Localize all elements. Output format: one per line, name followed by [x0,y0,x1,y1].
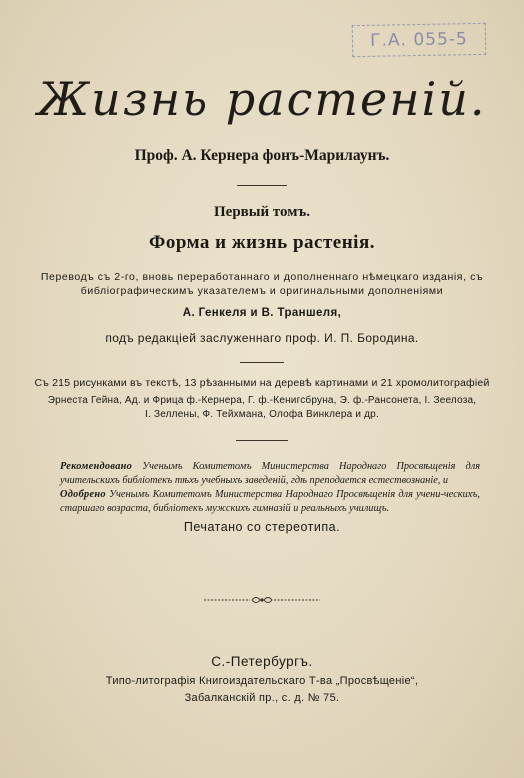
approval-text: Ученымъ Комитетомъ Министерства Народнаго Просвѣщенія для учени-ческихъ, старшаго возраста, библіотекъ мужскихъ гимназій и реальныхъ училищъ. [60,489,480,514]
book-title: Жизнь растеній. [37,72,487,126]
author-line: Проф. А. Кернера фонъ-Марилаунъ. [134,147,390,164]
illustrations-line: Съ 215 рисунками въ текстѣ, 13 рѣзанными на деревѣ картинами и 21 хромолитографіей [34,377,490,389]
volume-subtitle: Форма и жизнь растенія. [149,232,375,253]
stereotype-note: Печатано со стереотипа. [183,520,341,534]
editor-line: подъ редакціей заслуженнаго проф. И. П. Бородина. [105,331,419,345]
ornament-divider [204,594,320,606]
printer-line: Типо-литографія Книгоиздательскаго Т-ва „Просвѣщеніе“, [105,675,419,687]
divider [237,185,287,186]
approval-label: Одобрено [60,489,106,500]
translators-line: А. Генкеля и В. Траншеля, [182,307,342,319]
library-stamp: Г.А. 055-5 [352,23,487,57]
recommendation-label: Рекомендовано [60,461,133,472]
recommendation-note [60,460,480,487]
illustrators-line: І. Зеллены, Ф. Тейхмана, Олофа Винклера и др. [145,409,379,420]
divider [236,440,288,441]
printer-address: Забалканскій пр., с. д. № 75. [184,692,340,704]
volume-line: Первый томъ. [214,204,310,220]
translation-note-line: библіографическимъ указателемъ и оригинальными дополненіями [80,285,444,297]
recommendation-text: Ученымъ Комитетомъ Министерства Народнаго Просвѣщенія для учительскихъ библіотекъ тѣхъ учебныхъ заведеній, гдѣ преподается естествознаніе, и [60,461,480,486]
illustrators-line: Эрнеста Гейна, Ад. и Фрица ф.-Кернера, Г. ф.-Кенигсбруна, Э. ф.-Рансонета, І. Зеелоза, [47,395,477,406]
divider [240,362,284,363]
approval-note [60,488,480,515]
publication-city: С.-Петербургъ. [211,654,313,669]
translation-note-line: Переводъ съ 2-го, вновь переработаннаго и дополненнаго нѣмецкаго изданія, съ [40,271,484,283]
